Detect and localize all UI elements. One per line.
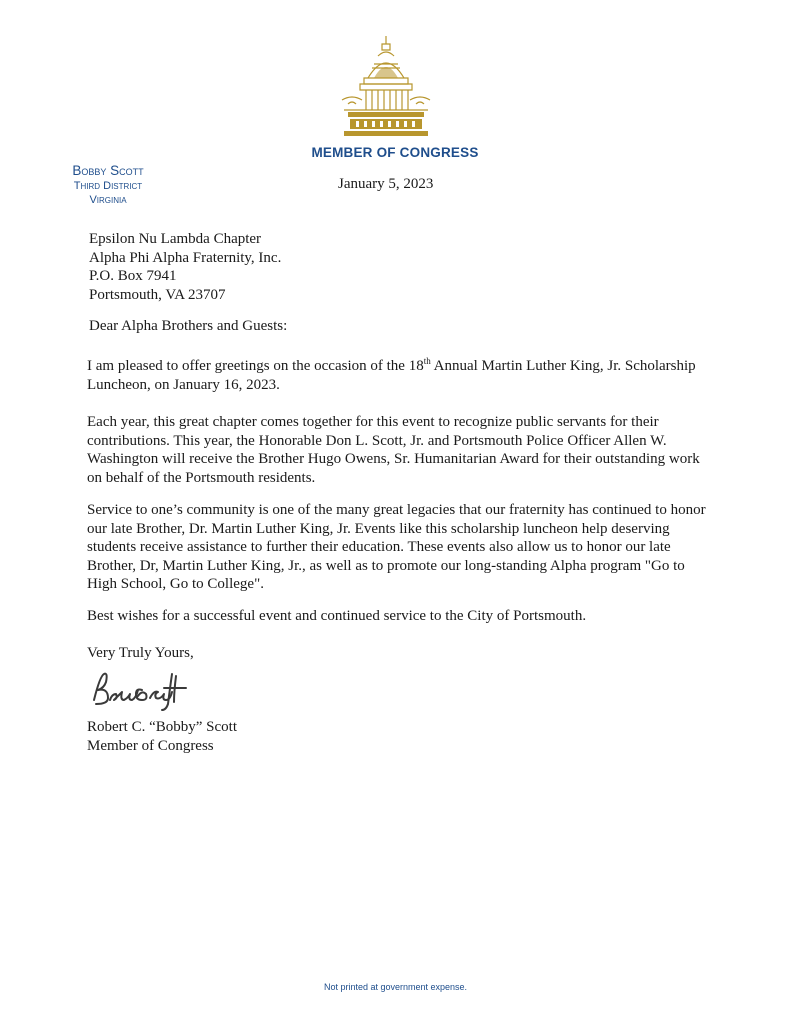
signer-title: Member of Congress [87,737,214,754]
paragraph-wishes: Best wishes for a successful event and continued service to the City of Portsmouth. [87,608,587,624]
address-line: Epsilon Nu Lambda Chapter [89,231,262,247]
office-title: MEMBER OF CONGRESS [311,145,479,160]
closing: Very Truly Yours, [87,645,194,661]
paragraph-award: Each year, this great chapter comes together for this event to recognize public servants for their contributions. This year, the Honorable Don L. Scott, Jr. and Portsmouth Police Officer Allen W. Washington will receive the Brother Hugo Owens, Sr. Humanitarian Award for their outstanding work on behalf of the Portsmouth residents. [87,414,700,486]
address-line: Portsmouth, VA 23707 [89,286,226,303]
signer-block [87,718,237,755]
sender-district: Third District [73,180,143,192]
paragraph-greeting: I am pleased to offer greetings on the occasion of the 18th Annual Martin Luther King, Jr. Scholarship Luncheon, on January 16, 2023. [87,356,696,393]
sender-block [48,163,168,206]
address-line: P.O. Box 7941 [89,268,177,284]
salutation: Dear Alpha Brothers and Guests: [89,318,288,334]
paragraph-service: Service to one’s community is one of the many great legacies that our fraternity has continued to honor our late Brother, Dr. Martin Luther King, Jr. Events like this scholarship luncheon help deserving students receive assistance to further their education. These events also allow us to honor our late Brother, Dr, Martin Luther King, Jr., as well as to promote our long-standing Alpha program "Go to High School, Go to College". [87,502,706,592]
letter-date: January 5, 2023 [338,176,434,192]
address-line: Alpha Phi Alpha Fraternity, Inc. [89,249,282,266]
sender-name: Bobby Scott [72,163,144,178]
recipient-address [89,230,281,304]
capitol-seal-icon [338,34,434,140]
signature-icon [88,666,200,712]
footer-note: Not printed at government expense. [323,982,468,992]
signer-name: Robert C. “Bobby” Scott [87,719,237,735]
sender-state: Virginia [89,194,127,206]
